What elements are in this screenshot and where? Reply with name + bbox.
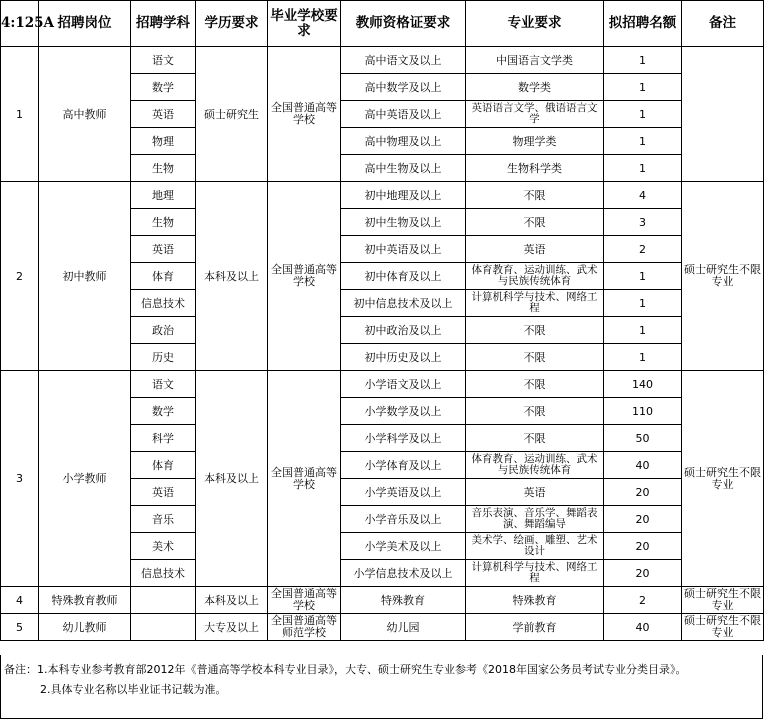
note-line-1: 备注：1.本科专业参考教育部2012年《普通高等学校本科专业目录》，大专、硕士研究生专业参考《2018年国家公务员考试专业分类目录》。	[4, 663, 687, 676]
header-subject: 招聘学科	[131, 1, 196, 47]
table-row	[1, 182, 764, 209]
row-quota: 1	[604, 317, 682, 344]
row-major: 英语	[466, 479, 604, 506]
row-index: 4	[1, 587, 39, 614]
row-certificate: 小学美术及以上	[341, 533, 466, 560]
row-subject: 生物	[131, 155, 196, 182]
row-certificate: 幼儿园	[341, 614, 466, 641]
table-row	[1, 47, 764, 74]
row-position: 特殊教育教师	[39, 587, 131, 614]
table-row	[1, 614, 764, 641]
row-subject	[131, 614, 196, 641]
row-quota: 2	[604, 587, 682, 614]
header-position: 招聘岗位	[39, 1, 131, 47]
row-certificate: 初中历史及以上	[341, 344, 466, 371]
row-quota: 3	[604, 209, 682, 236]
row-quota: 1	[604, 74, 682, 101]
row-subject: 英语	[131, 101, 196, 128]
row-subject: 地理	[131, 182, 196, 209]
row-quota: 20	[604, 560, 682, 587]
row-school: 全国普通高等学校	[268, 587, 341, 614]
row-quota: 1	[604, 47, 682, 74]
table-body	[1, 47, 764, 641]
row-major: 物理学类	[466, 128, 604, 155]
header-index: 4:125A	[1, 1, 39, 47]
row-school: 全国普通高等师范学校	[268, 614, 341, 641]
row-subject: 生物	[131, 209, 196, 236]
row-subject: 英语	[131, 479, 196, 506]
row-quota: 110	[604, 398, 682, 425]
row-remark: 硕士研究生不限专业	[682, 587, 764, 614]
row-index: 2	[1, 182, 39, 371]
row-index: 1	[1, 47, 39, 182]
row-certificate: 小学语文及以上	[341, 371, 466, 398]
row-subject: 体育	[131, 452, 196, 479]
row-major: 中国语言文学类	[466, 47, 604, 74]
row-education: 本科及以上	[196, 371, 268, 587]
row-certificate: 初中地理及以上	[341, 182, 466, 209]
row-certificate: 初中体育及以上	[341, 263, 466, 290]
row-education: 大专及以上	[196, 614, 268, 641]
row-school: 全国普通高等学校	[268, 371, 341, 587]
header-education: 学历要求	[196, 1, 268, 47]
row-quota: 1	[604, 128, 682, 155]
row-index: 5	[1, 614, 39, 641]
row-major: 不限	[466, 344, 604, 371]
row-subject: 信息技术	[131, 290, 196, 317]
row-major: 学前教育	[466, 614, 604, 641]
row-certificate: 小学数学及以上	[341, 398, 466, 425]
row-major: 不限	[466, 371, 604, 398]
row-major: 不限	[466, 425, 604, 452]
row-certificate: 高中语文及以上	[341, 47, 466, 74]
row-subject: 信息技术	[131, 560, 196, 587]
row-certificate: 小学音乐及以上	[341, 506, 466, 533]
row-major: 美术学、绘画、雕塑、艺术设计	[466, 533, 604, 560]
row-subject	[131, 587, 196, 614]
note-line-2: 2.具体专业名称以毕业证书记载为准。	[40, 683, 227, 696]
row-remark: 硕士研究生不限专业	[682, 614, 764, 641]
row-subject: 物理	[131, 128, 196, 155]
row-certificate: 高中生物及以上	[341, 155, 466, 182]
table-row	[1, 371, 764, 398]
row-major: 不限	[466, 317, 604, 344]
row-major: 计算机科学与技术、网络工程	[466, 560, 604, 587]
row-remark: 硕士研究生不限专业	[682, 182, 764, 371]
row-subject: 数学	[131, 398, 196, 425]
row-major: 英语	[466, 236, 604, 263]
row-major: 体育教育、运动训练、武术与民族传统体育	[466, 452, 604, 479]
row-major: 不限	[466, 209, 604, 236]
row-subject: 英语	[131, 236, 196, 263]
row-certificate: 初中英语及以上	[341, 236, 466, 263]
row-index: 3	[1, 371, 39, 587]
row-certificate: 小学英语及以上	[341, 479, 466, 506]
row-major: 不限	[466, 398, 604, 425]
row-certificate: 初中政治及以上	[341, 317, 466, 344]
row-quota: 20	[604, 506, 682, 533]
row-subject: 体育	[131, 263, 196, 290]
row-quota: 2	[604, 236, 682, 263]
row-certificate: 特殊教育	[341, 587, 466, 614]
row-school: 全国普通高等学校	[268, 47, 341, 182]
header-certificate: 教师资格证要求	[341, 1, 466, 47]
row-remark	[682, 47, 764, 182]
row-quota: 1	[604, 101, 682, 128]
row-major: 特殊教育	[466, 587, 604, 614]
row-quota: 1	[604, 290, 682, 317]
row-education: 本科及以上	[196, 182, 268, 371]
row-remark: 硕士研究生不限专业	[682, 371, 764, 587]
row-major: 生物科学类	[466, 155, 604, 182]
row-subject: 科学	[131, 425, 196, 452]
row-position: 小学教师	[39, 371, 131, 587]
row-major: 计算机科学与技术、网络工程	[466, 290, 604, 317]
row-education: 本科及以上	[196, 587, 268, 614]
row-quota: 1	[604, 263, 682, 290]
row-major: 体育教育、运动训练、武术与民族传统体育	[466, 263, 604, 290]
header-remark: 备注	[682, 1, 764, 47]
row-certificate: 初中信息技术及以上	[341, 290, 466, 317]
row-certificate: 高中物理及以上	[341, 128, 466, 155]
row-position: 幼儿教师	[39, 614, 131, 641]
row-quota: 40	[604, 452, 682, 479]
row-subject: 语文	[131, 371, 196, 398]
row-certificate: 小学信息技术及以上	[341, 560, 466, 587]
row-subject: 政治	[131, 317, 196, 344]
notes-section	[0, 655, 763, 719]
header-major: 专业要求	[466, 1, 604, 47]
header-school: 毕业学校要求	[268, 1, 341, 47]
row-quota: 20	[604, 479, 682, 506]
row-certificate: 小学科学及以上	[341, 425, 466, 452]
row-quota: 1	[604, 155, 682, 182]
row-subject: 语文	[131, 47, 196, 74]
row-certificate: 高中英语及以上	[341, 101, 466, 128]
row-subject: 历史	[131, 344, 196, 371]
row-major: 数学类	[466, 74, 604, 101]
row-quota: 1	[604, 344, 682, 371]
row-subject: 数学	[131, 74, 196, 101]
row-position: 高中教师	[39, 47, 131, 182]
row-major: 英语语言文学、俄语语言文学	[466, 101, 604, 128]
row-certificate: 高中数学及以上	[341, 74, 466, 101]
row-subject: 音乐	[131, 506, 196, 533]
row-quota: 140	[604, 371, 682, 398]
row-quota: 20	[604, 533, 682, 560]
row-certificate: 小学体育及以上	[341, 452, 466, 479]
row-subject: 美术	[131, 533, 196, 560]
row-major: 不限	[466, 182, 604, 209]
row-school: 全国普通高等学校	[268, 182, 341, 371]
row-quota: 40	[604, 614, 682, 641]
header-quota: 拟招聘名额	[604, 1, 682, 47]
row-position: 初中教师	[39, 182, 131, 371]
table-row	[1, 587, 764, 614]
row-quota: 50	[604, 425, 682, 452]
header-row	[1, 1, 764, 47]
row-education: 硕士研究生	[196, 47, 268, 182]
row-quota: 4	[604, 182, 682, 209]
row-major: 音乐表演、音乐学、舞蹈表演、舞蹈编导	[466, 506, 604, 533]
row-certificate: 初中生物及以上	[341, 209, 466, 236]
